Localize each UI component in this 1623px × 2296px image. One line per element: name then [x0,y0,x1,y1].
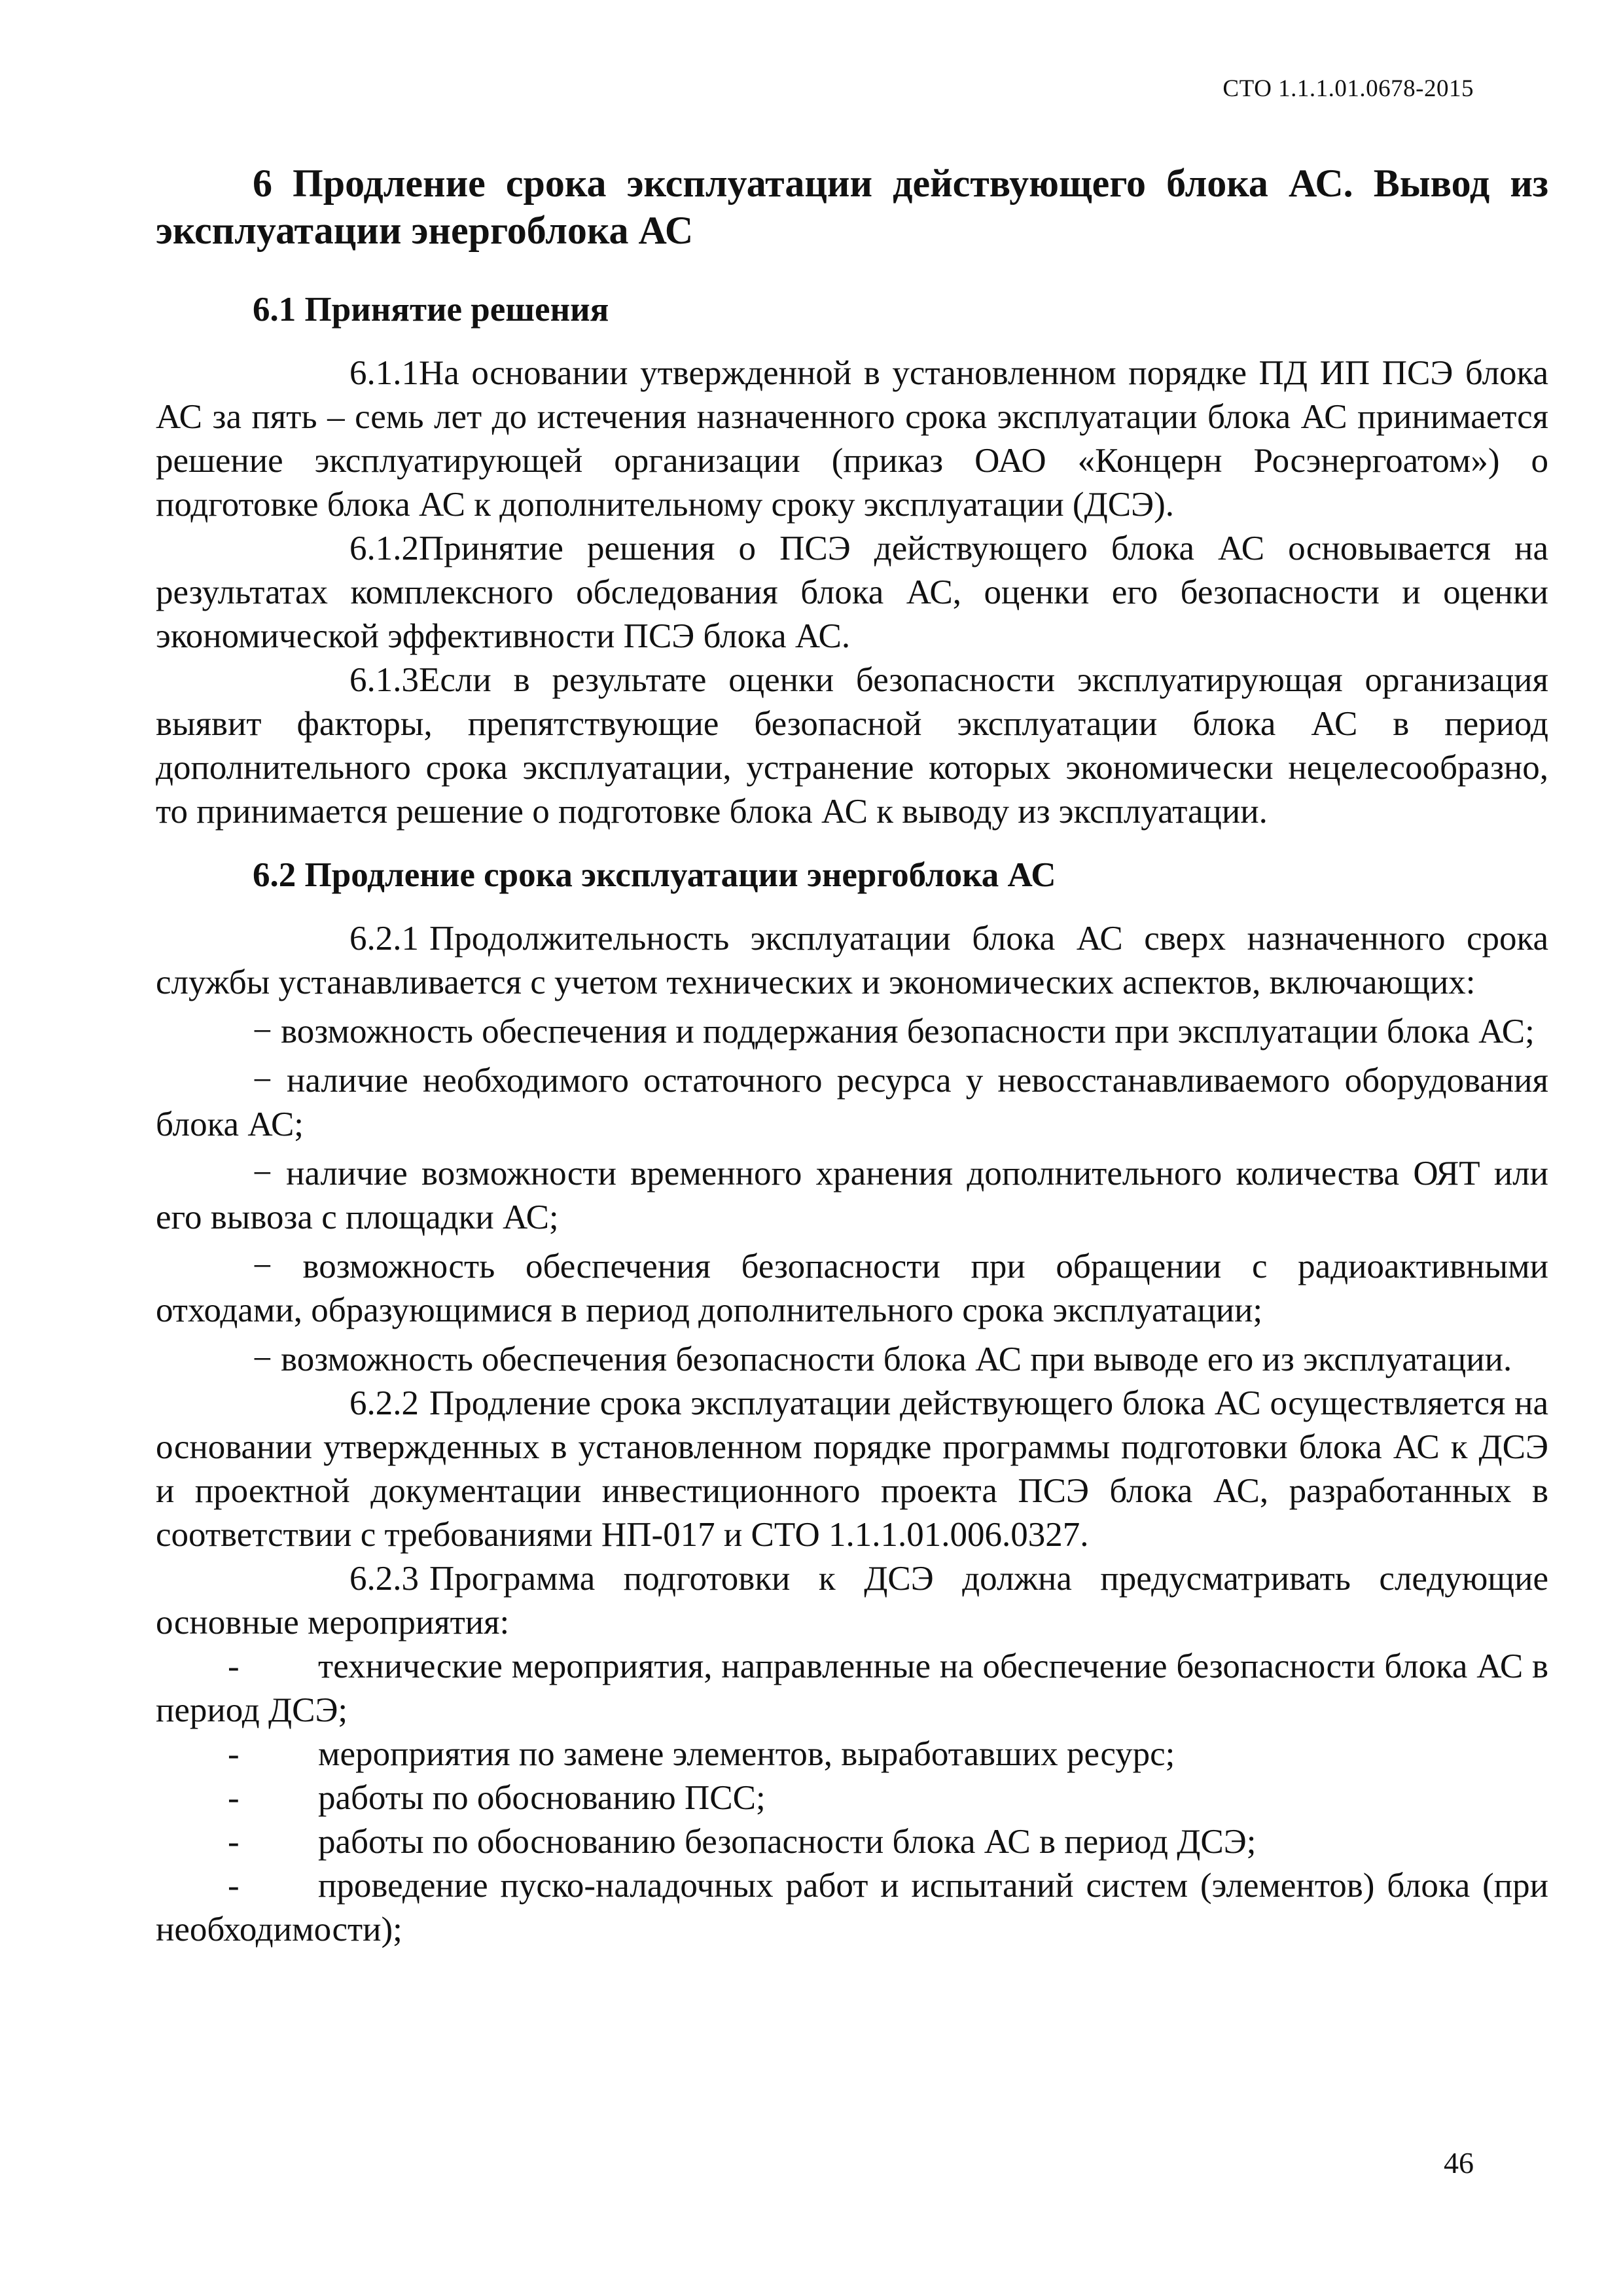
bullet-text: работы по обоснованию ПСС; [318,1779,766,1817]
page-number: 46 [1444,2146,1474,2179]
bullet-text: проведение пуско-наладочных работ и испытаний систем (элементов) блока (при необходимости); [156,1867,1548,1948]
paragraph-6-2-2 [156,1382,1548,1557]
section-title: 6.2 Продление срока эксплуатации энергоблока АС [253,856,1056,894]
paragraph-number: 6.1.3 [349,661,419,699]
paragraph-6-2-3 [156,1557,1548,1645]
bullet-text: работы по обоснованию безопасности блока АС в период ДСЭ; [318,1823,1257,1861]
paragraph-number: 6.1.1 [349,354,419,392]
paragraph-6-2-1 [156,917,1548,1005]
bullet-mark: - [228,1823,240,1861]
dash-list-item: − возможность обеспечения и поддержания безопасности при эксплуатации блока АС; [253,1013,1535,1050]
paragraph-text: На основании утвержденной в установленном порядке ПД ИП ПСЭ блока АС за пять – семь лет до истечения назначенного срока эксплуатации блока АС принимается решение эксплуатирующей организации (приказ ОАО «Концерн Росэнергоатом») о подготовке блока АС к дополнительному сроку эксплуатации (ДСЭ). [156,354,1548,524]
paragraph-6-1-1 [156,351,1548,527]
document-code: СТО 1.1.1.01.0678-2015 [1222,75,1474,102]
paragraph-text: Программа подготовки к ДСЭ должна предусматривать следующие основные мероприятия: [156,1560,1548,1641]
section-title: 6.1 Принятие решения [253,291,609,329]
bullet-mark: - [228,1867,240,1905]
bullet-text: мероприятия по замене элементов, выработавших ресурс; [318,1735,1175,1773]
dash-list-item: − наличие возможности временного хранения дополнительного количества ОЯТ или его вывоза с площадки АС; [156,1155,1548,1236]
bullet-mark: - [228,1735,240,1773]
dash-list-item: − возможность обеспечения безопасности блока АС при выводе его из эксплуатации. [253,1340,1512,1378]
document-body [156,148,1548,1952]
bullet-list-item [156,1776,1548,1820]
bullet-list-item [156,1732,1548,1776]
paragraph-text: Если в результате оценки безопасности эксплуатирующая организация выявит факторы, препятствующие безопасной эксплуатации блока АС в период дополнительного срока эксплуатации, устранение которых экономически нецелесообразно, то принимается решение о подготовке блока АС к выводу из эксплуатации. [156,661,1548,831]
bullet-mark: - [228,1779,240,1817]
dash-list-item: − наличие необходимого остаточного ресурса у невосстанавливаемого оборудования блока АС; [156,1062,1548,1143]
bullet-list-item [156,1645,1548,1732]
bullet-mark: - [228,1647,240,1685]
paragraph-text: Принятие решения о ПСЭ действующего блока АС основывается на результатах комплексного обследования блока АС, оценки его безопасности и оценки экономической эффективности ПСЭ блока АС. [156,529,1548,655]
paragraph-6-1-2 [156,527,1548,658]
dash-list-item: − возможность обеспечения безопасности при обращении с радиоактивными отходами, образующимися в период дополнительного срока эксплуатации; [156,1247,1548,1329]
chapter-title: 6 Продление срока эксплуатации действующего блока АС. Вывод из эксплуатации энергоблока АС [156,162,1548,252]
bullet-list-item [156,1820,1548,1864]
paragraph-number: 6.2.1 [349,920,419,958]
paragraph-text: Продолжительность эксплуатации блока АС сверх назначенного срока службы устанавливается с учетом технических и экономических аспектов, включающих: [156,920,1548,1001]
paragraph-number: 6.2.2 [349,1384,419,1422]
paragraph-text: Продление срока эксплуатации действующего блока АС осуществляется на основании утвержденных в установленном порядке программы подготовки блока АС к ДСЭ и проектной документации инвестиционного проекта ПСЭ блока АС, разработанных в соответствии с требованиями НП-017 и СТО 1.1.1.01.006.0327. [156,1384,1548,1554]
paragraph-number: 6.1.2 [349,529,419,567]
bullet-text: технические мероприятия, направленные на обеспечение безопасности блока АС в период ДСЭ; [156,1647,1548,1729]
bullet-list-item [156,1864,1548,1952]
paragraph-number: 6.2.3 [349,1560,419,1598]
paragraph-6-1-3 [156,658,1548,834]
